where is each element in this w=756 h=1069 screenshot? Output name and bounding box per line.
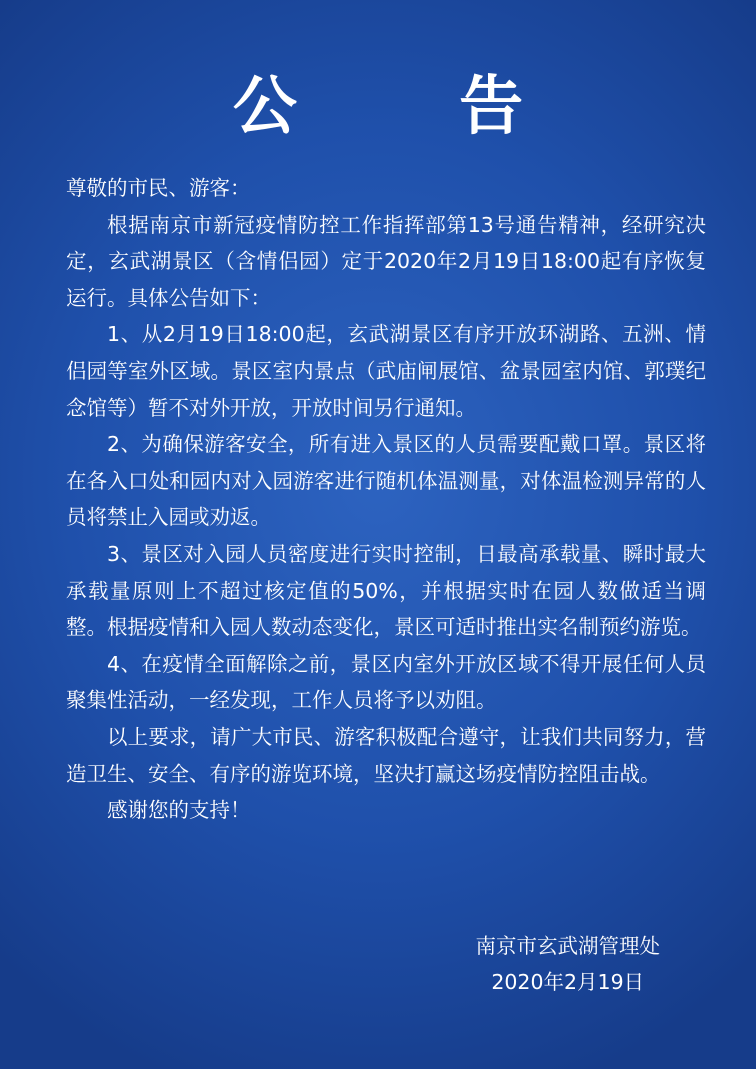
intro-paragraph: 根据南京市新冠疫情防控工作指挥部第13号通告精神，经研究决定，玄武湖景区（含情侣园）定于2020年2月19日18:00起有序恢复运行。具体公告如下： bbox=[66, 212, 706, 310]
signature-block bbox=[476, 928, 661, 1000]
item-1-paragraph: 1、从2月19日18:00起，玄武湖景区有序开放环湖路、五洲、情侣园等室外区域。景区室内景点（武庙闸展馆、盆景园室内馆、郭璞纪念馆等）暂不对外开放，开放时间另行通知。 bbox=[66, 322, 706, 420]
salutation: 尊敬的市民、游客： bbox=[66, 176, 251, 200]
item-2-paragraph: 2、为确保游客安全，所有进入景区的人员需要配戴口罩。景区将在各入口处和园内对入园游客进行随机体温测量，对体温检测异常的人员将禁止入园或劝返。 bbox=[66, 432, 706, 530]
notice-body bbox=[66, 170, 706, 829]
closing-paragraph: 以上要求，请广大市民、游客积极配合遵守，让我们共同努力，营造卫生、安全、有序的游览环境，坚决打赢这场疫情防控阻击战。 bbox=[66, 724, 706, 786]
thanks-line: 感谢您的支持！ bbox=[107, 798, 251, 823]
item-4-paragraph: 4、在疫情全面解除之前，景区内室外开放区域不得开展任何人员聚集性活动，一经发现，工作人员将予以劝阻。 bbox=[66, 651, 706, 713]
item-3-paragraph: 3、景区对入园人员密度进行实时控制，日最高承载量、瞬时最大承载量原则上不超过核定值的50%，并根据实时在园人数做适当调整。根据疫情和入园人数动态变化，景区可适时推出实名制预约游览。 bbox=[66, 541, 706, 640]
signature-date: 2020年2月19日 bbox=[491, 970, 645, 994]
notice-title: 公 告 bbox=[232, 70, 594, 144]
signature-org: 南京市玄武湖管理处 bbox=[475, 934, 660, 958]
